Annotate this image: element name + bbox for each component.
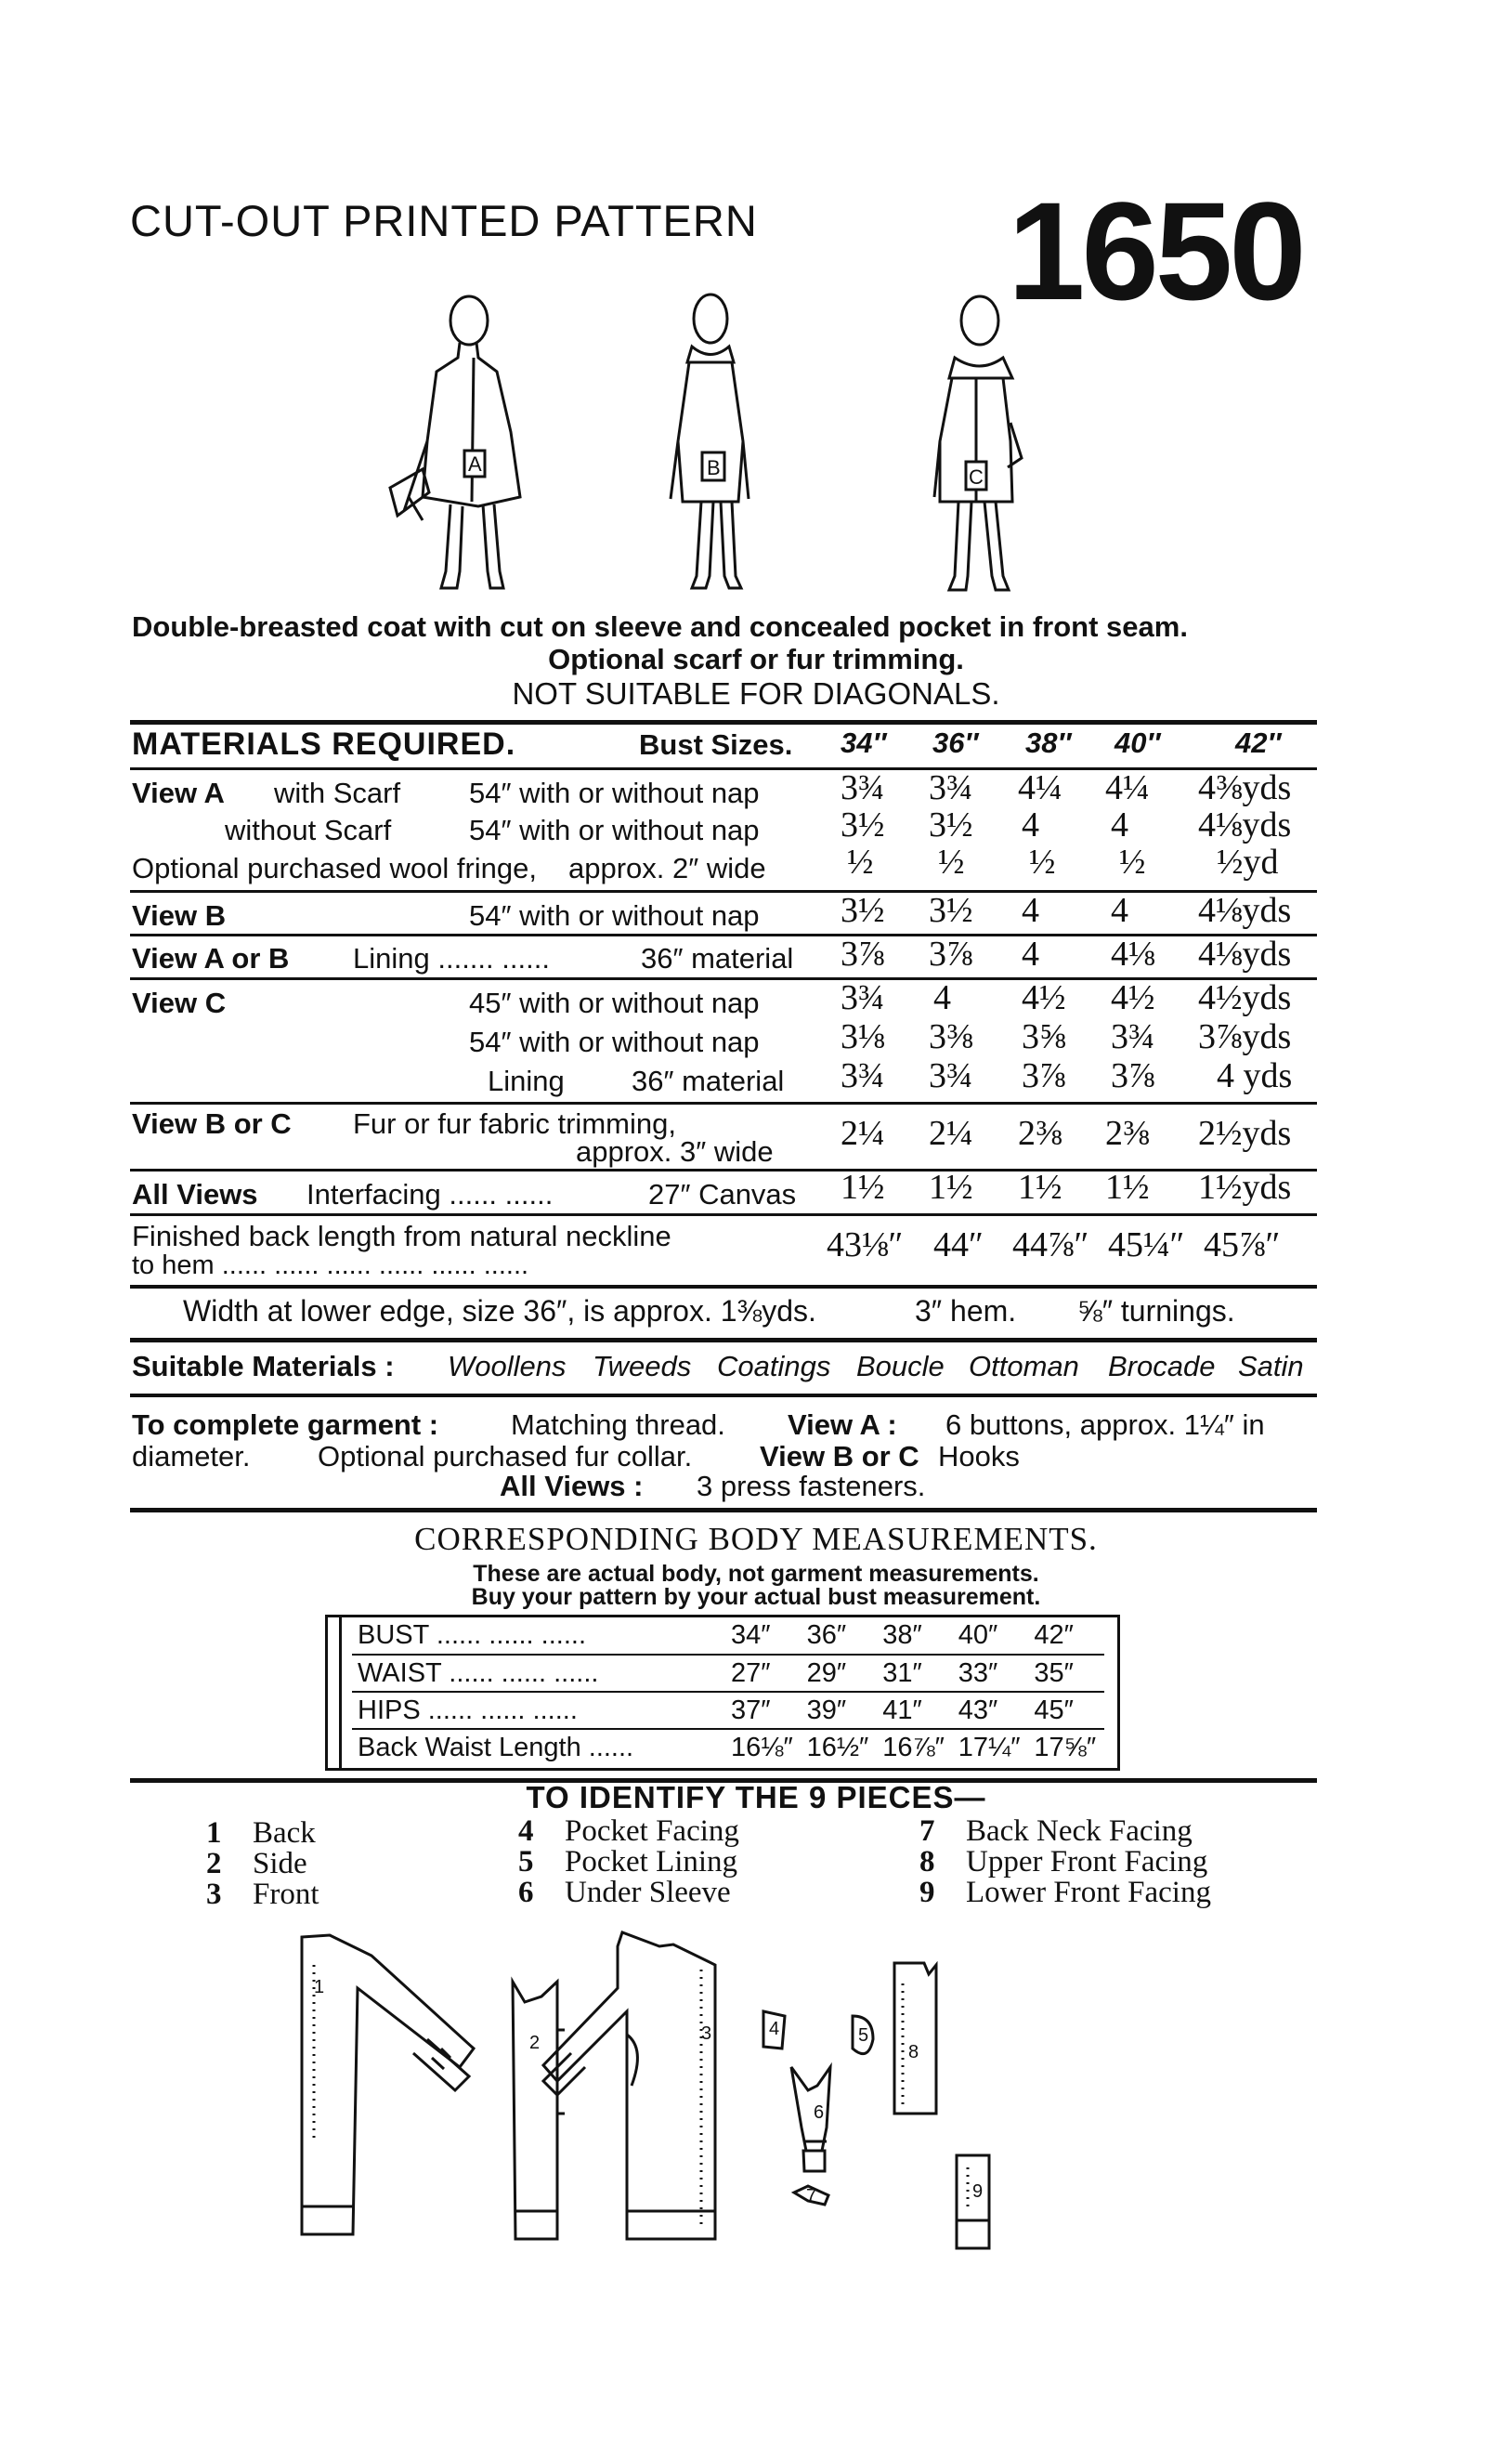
view-a-or-b-label: View A or B	[132, 942, 290, 975]
row-9-desc: Interfacing ...... ......	[306, 1178, 554, 1211]
diagram-label-5: 5	[858, 2025, 869, 2046]
hips-34: 37″	[731, 1695, 771, 1725]
hips-36: 39″	[806, 1695, 847, 1725]
row-6-value-42: 3⅞yds	[1198, 1017, 1292, 1056]
row-7-value-40: 3⅞	[1111, 1056, 1155, 1095]
view-letter-c: C	[969, 465, 984, 489]
pattern-title: CUT-OUT PRINTED PATTERN	[130, 196, 758, 245]
piece-2-side-shape	[513, 1982, 565, 2239]
row-1-value-34: 3½	[841, 805, 885, 844]
waist-42: 35″	[1034, 1657, 1074, 1688]
row-5-value-40: 4½	[1111, 978, 1155, 1017]
diagram-label-6: 6	[814, 2102, 825, 2123]
row-1-value-38: 4	[1022, 805, 1039, 844]
piece-5-number: 5	[518, 1845, 534, 1878]
row-8-desc: Fur or fur fabric trimming,	[353, 1107, 676, 1140]
finished-value-42: 45⅞″	[1204, 1225, 1281, 1264]
piece-3-number: 3	[206, 1878, 222, 1911]
diagram-label-8: 8	[908, 2042, 919, 2062]
material-satin: Satin	[1238, 1350, 1304, 1382]
material-boucle: Boucle	[856, 1350, 945, 1382]
figure-view-c	[934, 296, 1022, 590]
diagram-label-1: 1	[314, 1977, 325, 1997]
complete-line-2b: Optional purchased fur collar.	[318, 1440, 693, 1473]
complete-line-2a: diameter.	[132, 1440, 251, 1473]
piece-7-number: 7	[919, 1814, 935, 1848]
piece-7-name: Back Neck Facing	[966, 1814, 1193, 1848]
row-4-fabric: 36″ material	[641, 942, 794, 975]
row-8-value-36: 2¼	[929, 1114, 973, 1153]
bust-34: 34″	[731, 1620, 771, 1650]
row-3-fabric: 54″ with or without nap	[469, 899, 760, 932]
piece-9-name: Lower Front Facing	[966, 1876, 1211, 1909]
back-waist-38: 16⅞″	[882, 1733, 945, 1762]
pattern-pieces-diagram	[279, 1928, 1226, 2262]
size-header-42: 42″	[1235, 727, 1282, 759]
row-3-value-38: 4	[1022, 891, 1039, 930]
row-4-value-38: 4	[1022, 935, 1039, 974]
suitable-materials-label: Suitable Materials :	[132, 1350, 395, 1382]
row-9-value-42: 1½yds	[1198, 1168, 1292, 1207]
body-measurements-sub-2: Buy your pattern by your actual bust measurement.	[471, 1584, 1041, 1610]
complete-all-views-label: All Views :	[500, 1470, 644, 1502]
row-1-value-36: 3½	[929, 805, 973, 844]
size-header-38: 38″	[1025, 727, 1072, 759]
material-brocade: Brocade	[1108, 1350, 1216, 1382]
size-header-40: 40″	[1114, 727, 1161, 759]
row-1-value-42: 4⅛yds	[1198, 805, 1292, 844]
waist-40: 33″	[958, 1657, 998, 1688]
piece-1-name: Back	[253, 1816, 316, 1850]
material-woollens: Woollens	[448, 1350, 567, 1382]
hips-label: HIPS ...... ...... ......	[358, 1695, 578, 1725]
bust-sizes-label: Bust Sizes.	[639, 728, 793, 761]
body-row-hips	[352, 1692, 1104, 1729]
finished-value-36: 44″	[933, 1225, 984, 1264]
view-letter-a: A	[468, 452, 482, 476]
row-9-value-40: 1½	[1105, 1168, 1150, 1207]
view-a-label: View A	[132, 777, 225, 809]
row-7-value-42: 4 yds	[1217, 1056, 1293, 1095]
hips-38: 41″	[882, 1695, 922, 1725]
row-3-value-36: 3½	[929, 891, 973, 930]
width-note: Width at lower edge, size 36″, is approx. 1⅜yds.	[183, 1294, 816, 1328]
row-5-fabric: 45″ with or without nap	[469, 987, 760, 1019]
piece-1-number: 1	[206, 1816, 222, 1850]
piece-6-under-sleeve-shape	[791, 2067, 830, 2171]
body-row-waist	[352, 1655, 1104, 1692]
complete-all-views-text: 3 press fasteners.	[697, 1470, 926, 1502]
complete-garment-label: To complete garment :	[132, 1408, 439, 1441]
row-0-value-36: 3¾	[929, 768, 973, 807]
row-2-value-38: ½	[1029, 843, 1056, 882]
row-2-value-36: ½	[938, 843, 965, 882]
back-waist-36: 16½″	[806, 1733, 869, 1762]
row-6-value-36: 3⅜	[929, 1017, 973, 1056]
figure-view-b	[671, 295, 749, 588]
diagram-label-9: 9	[972, 2181, 984, 2202]
row-2-desc: Optional purchased wool fringe,	[132, 852, 537, 884]
row-1-desc: without Scarf	[225, 814, 392, 846]
row-6-fabric: 54″ with or without nap	[469, 1026, 760, 1058]
body-measurements-table	[325, 1615, 1120, 1771]
hem-note: 3″ hem.	[915, 1294, 1017, 1328]
piece-5-name: Pocket Lining	[565, 1845, 738, 1878]
pattern-number: 1650	[1008, 173, 1303, 329]
piece-8-name: Upper Front Facing	[966, 1845, 1208, 1878]
hips-40: 43″	[958, 1695, 998, 1725]
diagram-label-2: 2	[529, 2033, 541, 2053]
row-8-value-34: 2¼	[841, 1114, 885, 1153]
row-9-fabric: 27″ Canvas	[648, 1178, 797, 1211]
complete-view-bc-text: Hooks	[938, 1440, 1020, 1473]
row-4-value-34: 3⅞	[841, 935, 885, 974]
diagram-label-3: 3	[701, 2023, 712, 2044]
waist-36: 29″	[806, 1657, 847, 1688]
size-header-36: 36″	[932, 727, 979, 759]
row-3-value-40: 4	[1111, 891, 1128, 930]
piece-4-name: Pocket Facing	[565, 1814, 739, 1848]
complete-view-a-label: View A :	[788, 1408, 897, 1441]
body-row-back-waist	[352, 1729, 1104, 1766]
description-line-2: Optional scarf or fur trimming.	[548, 643, 964, 675]
waist-38: 31″	[882, 1657, 922, 1688]
row-3-value-34: 3½	[841, 891, 885, 930]
figure-view-a	[390, 296, 520, 588]
row-7-value-36: 3¾	[929, 1056, 973, 1095]
view-c-label: View C	[132, 987, 227, 1019]
row-6-value-38: 3⅝	[1022, 1017, 1066, 1056]
row-2-fabric: approx. 2″ wide	[568, 852, 766, 884]
hips-42: 45″	[1034, 1695, 1074, 1725]
row-4-value-42: 4⅛yds	[1198, 935, 1292, 974]
piece-9-number: 9	[919, 1876, 935, 1909]
back-waist-40: 17¼″	[958, 1733, 1021, 1762]
row-7-value-38: 3⅞	[1022, 1056, 1066, 1095]
row-8-fabric: approx. 3″ wide	[576, 1135, 774, 1168]
piece-2-number: 2	[206, 1847, 222, 1880]
row-5-value-34: 3¾	[841, 978, 885, 1017]
piece-8-upper-front-facing-shape	[894, 1963, 936, 2114]
row-5-value-36: 4	[933, 978, 951, 1017]
row-3-value-42: 4⅛yds	[1198, 891, 1292, 930]
piece-8-number: 8	[919, 1845, 935, 1878]
coat-views-illustration	[371, 293, 1096, 599]
row-0-value-34: 3¾	[841, 768, 885, 807]
turnings-note: ⅝″ turnings.	[1077, 1294, 1235, 1328]
piece-4-number: 4	[518, 1814, 534, 1848]
pieces-title: TO IDENTIFY THE 9 PIECES—	[526, 1780, 986, 1814]
row-5-value-42: 4½yds	[1198, 978, 1292, 1017]
row-6-value-34: 3⅛	[841, 1017, 885, 1056]
body-measurements-sub-1: These are actual body, not garment measurements.	[473, 1561, 1039, 1587]
back-waist-34: 16⅛″	[731, 1733, 793, 1762]
bust-36: 36″	[806, 1620, 847, 1650]
finished-value-34: 43⅛″	[827, 1225, 904, 1264]
view-letter-b: B	[707, 456, 721, 479]
row-2-value-42: ½yd	[1217, 843, 1279, 882]
piece-9-lower-front-facing-shape	[957, 2155, 989, 2248]
view-b-or-c-label: View B or C	[132, 1107, 292, 1140]
row-9-value-36: 1½	[929, 1168, 973, 1207]
finished-value-40: 45¼″	[1108, 1225, 1185, 1264]
all-views-label: All Views	[132, 1178, 258, 1211]
piece-3-name: Front	[253, 1878, 319, 1911]
row-1-value-40: 4	[1111, 805, 1128, 844]
body-row-bust	[352, 1617, 1104, 1655]
material-ottoman: Ottoman	[969, 1350, 1079, 1382]
finished-length-line-2: to hem ...... ...... ...... ...... ...... ......	[132, 1250, 529, 1280]
bust-38: 38″	[882, 1620, 922, 1650]
diagram-label-7: 7	[806, 2186, 817, 2206]
diagram-label-4: 4	[769, 2019, 780, 2039]
row-9-value-34: 1½	[841, 1168, 885, 1207]
materials-title: MATERIALS REQUIRED.	[132, 727, 516, 762]
bust-40: 40″	[958, 1620, 998, 1650]
row-5-value-38: 4½	[1022, 978, 1066, 1017]
body-measurements-title: CORRESPONDING BODY MEASUREMENTS.	[414, 1521, 1098, 1557]
row-4-desc: Lining ....... ......	[353, 942, 550, 975]
row-9-value-38: 1½	[1018, 1168, 1062, 1207]
row-1-fabric: 54″ with or without nap	[469, 814, 760, 846]
row-2-value-34: ½	[847, 843, 874, 882]
material-coatings: Coatings	[717, 1350, 831, 1382]
row-7-desc: Lining	[488, 1065, 565, 1097]
row-2-value-40: ½	[1119, 843, 1146, 882]
row-7-fabric: 36″ material	[632, 1065, 785, 1097]
row-6-value-40: 3¾	[1111, 1017, 1155, 1056]
waist-34: 27″	[731, 1657, 771, 1688]
row-7-value-34: 3¾	[841, 1056, 885, 1095]
row-8-value-42: 2½yds	[1198, 1114, 1292, 1153]
piece-1-back-shape	[302, 1935, 474, 2234]
piece-3-front-shape	[543, 1932, 715, 2239]
row-8-value-40: 2⅜	[1105, 1114, 1150, 1153]
complete-line-1: Matching thread.	[511, 1408, 725, 1441]
piece-2-name: Side	[253, 1847, 307, 1880]
description-line-1: Double-breasted coat with cut on sleeve and concealed pocket in front seam.	[132, 610, 1188, 643]
finished-value-38: 44⅞″	[1012, 1225, 1089, 1264]
row-4-value-40: 4⅛	[1111, 935, 1155, 974]
waist-label: WAIST ...... ...... ......	[358, 1657, 599, 1688]
complete-view-bc-label: View B or C	[760, 1440, 919, 1473]
row-0-value-40: 4¼	[1105, 768, 1150, 807]
bust-label: BUST ...... ...... ......	[358, 1620, 587, 1650]
finished-length-line-1: Finished back length from natural neckline	[132, 1220, 671, 1252]
row-8-value-38: 2⅜	[1018, 1114, 1062, 1153]
row-0-desc: with Scarf	[274, 777, 401, 809]
piece-6-name: Under Sleeve	[565, 1876, 731, 1909]
back-waist-label: Back Waist Length ......	[358, 1733, 634, 1762]
material-tweeds: Tweeds	[593, 1350, 692, 1382]
view-b-label: View B	[132, 899, 227, 932]
bust-42: 42″	[1034, 1620, 1074, 1650]
row-4-value-36: 3⅞	[929, 935, 973, 974]
description-line-3: NOT SUITABLE FOR DIAGONALS.	[512, 676, 1000, 711]
row-0-value-42: 4⅜yds	[1198, 768, 1292, 807]
size-header-34: 34″	[841, 727, 887, 759]
piece-6-number: 6	[518, 1876, 534, 1909]
back-waist-42: 17⅝″	[1034, 1733, 1097, 1762]
complete-view-a-text: 6 buttons, approx. 1¼″ in	[945, 1408, 1265, 1441]
row-0-fabric: 54″ with or without nap	[469, 777, 760, 809]
row-0-value-38: 4¼	[1018, 768, 1062, 807]
